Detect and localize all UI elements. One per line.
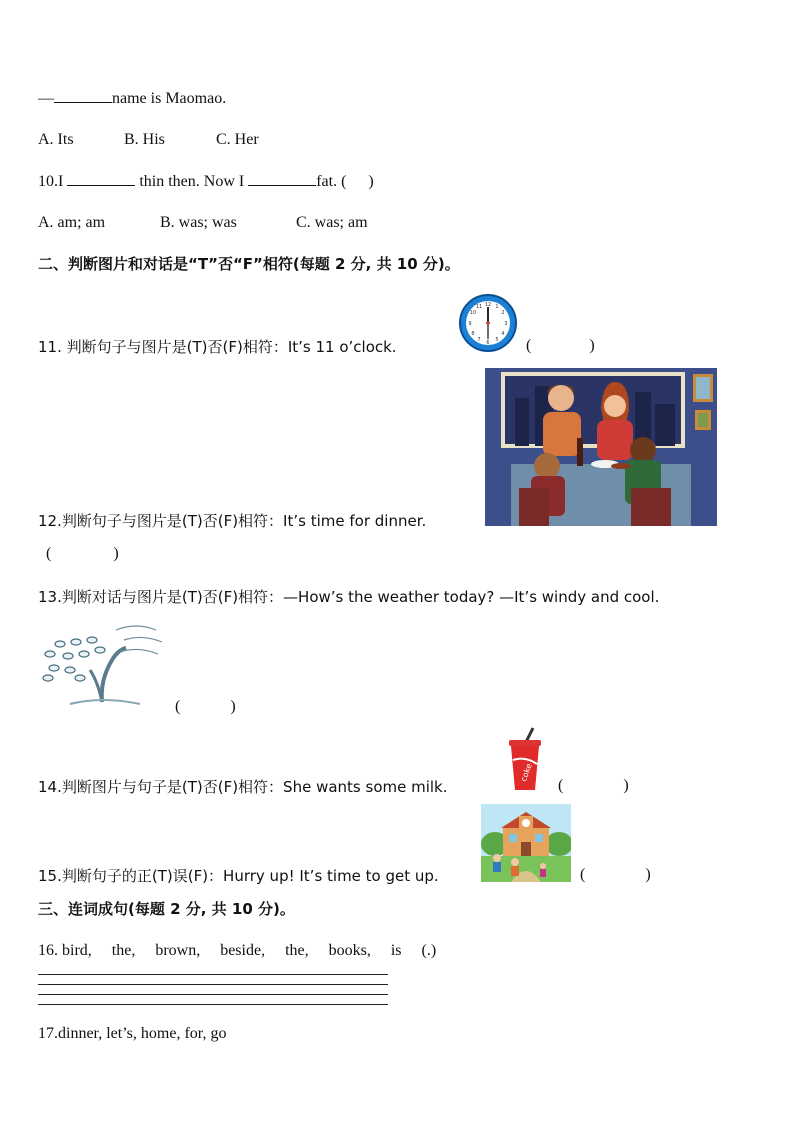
q13-answer[interactable]: ( ) (175, 698, 236, 715)
q16-answer-line-3[interactable] (38, 994, 388, 995)
q10-option-c[interactable]: C. was; am (296, 214, 368, 231)
q10-end: fat. ( (316, 173, 347, 190)
q9-question (38, 88, 226, 109)
q9-blank[interactable] (54, 88, 112, 103)
q12-answer[interactable]: ( ) (46, 545, 119, 562)
svg-text:1: 1 (495, 304, 499, 310)
coke-cup-image (505, 726, 545, 792)
q10-num: 10.I (38, 173, 64, 190)
q16-answer-line-2[interactable] (38, 984, 388, 985)
svg-text:3: 3 (504, 321, 508, 327)
svg-text:2: 2 (501, 310, 505, 316)
q16-answer-line-4[interactable] (38, 1004, 388, 1005)
q14-text: 14.判断图片与句子是(T)否(F)相符：She wants some milk. (38, 778, 448, 796)
svg-text:12: 12 (484, 302, 492, 308)
q10-close: ) (368, 173, 374, 190)
q10-option-b[interactable]: B. was; was (160, 214, 237, 231)
q15-question (38, 866, 439, 887)
school-image (481, 804, 571, 882)
q12-text: 12.判断句子与图片是(T)否(F)相符：It’s time for dinner. (38, 512, 427, 530)
q15-answer[interactable]: ( ) (580, 866, 651, 883)
q13-text: 13.判断对话与图片是(T)否(F)相符：—How’s the weather today? —It’s windy and cool. (38, 588, 660, 606)
q10-question (38, 171, 374, 192)
clock-image (458, 293, 518, 353)
svg-text:11: 11 (475, 304, 483, 310)
q9-option-c[interactable]: C. Her (216, 131, 259, 148)
q14-answer[interactable]: ( ) (558, 777, 629, 794)
section2-heading: 二、判断图片和对话是“T”否“F”相符(每题 2 分, 共 10 分)。 (38, 255, 460, 273)
q10-mid: thin then. Now I (139, 173, 245, 190)
q16-question: 16. bird, the, brown, beside, the, books, is (.) (38, 942, 437, 959)
q15-text: 15.判断句子的正(T)误(F)：Hurry up! It’s time to get up. (38, 867, 439, 885)
q9-options (38, 130, 259, 150)
q9-dash: — (38, 90, 54, 107)
q10-option-a[interactable]: A. am; am (38, 214, 106, 231)
q16-answer-line-1[interactable] (38, 974, 388, 975)
section3-heading: 三、连词成句(每题 2 分, 共 10 分)。 (38, 900, 295, 918)
family-dinner-image (485, 368, 717, 526)
svg-text:4: 4 (501, 331, 505, 337)
svg-text:10: 10 (469, 310, 477, 316)
q13-question (38, 587, 659, 608)
q10-blank-1[interactable] (67, 171, 135, 186)
q11-answer[interactable]: ( ) (526, 337, 595, 354)
coke-label: coke (519, 762, 534, 783)
q11-question (38, 337, 397, 358)
q11-text: 11. 判断句子与图片是(T)否(F)相符：It’s 11 o’clock. (38, 338, 397, 356)
svg-text:8: 8 (471, 331, 475, 337)
svg-text:5: 5 (495, 337, 499, 343)
q9-option-a[interactable]: A. Its (38, 131, 74, 148)
q17-question: 17.dinner, let’s, home, for, go (38, 1025, 227, 1042)
q10-options (38, 213, 368, 233)
q9-text: name is Maomao. (112, 90, 227, 107)
svg-text:7: 7 (477, 337, 481, 343)
q12-question (38, 511, 426, 532)
q10-blank-2[interactable] (248, 171, 316, 186)
windy-tree-image (40, 620, 166, 708)
q14-question (38, 777, 448, 798)
svg-text:6: 6 (486, 340, 490, 346)
q9-option-b[interactable]: B. His (124, 131, 165, 148)
svg-text:9: 9 (468, 321, 472, 327)
